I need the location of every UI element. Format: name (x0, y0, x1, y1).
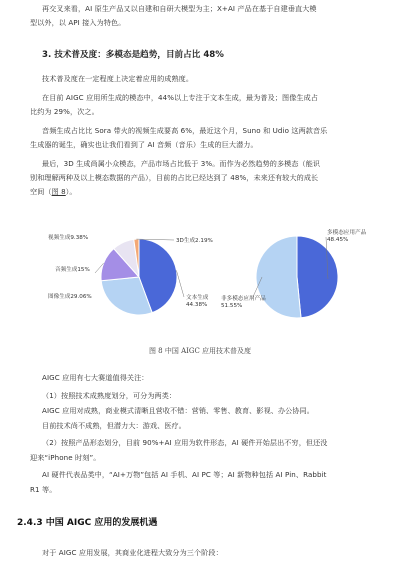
pie-slice-1-1 (256, 236, 301, 318)
paragraph-line: 技术普及度在一定程度上决定着应用的成熟度。 (42, 74, 194, 83)
paragraph-line: 对于 AIGC 应用发展，其商业化进程大致分为三个阶段： (42, 548, 223, 557)
pie-label-0-1: 图像生成29.06% (48, 294, 92, 300)
paragraph-line: AI 硬件代表品类中，“AI+万物”包括 AI 手机、AI PC 等；AI 新物种包括 AI Pin、Rabbit (42, 470, 327, 479)
paragraph-line: 最后，3D 生成尚属小众模态，产品市场占比低于 3%。而作为必然趋势的多模态（能识 (42, 159, 321, 168)
pie-label-1-1: 非多模态应用产品 51.55% (221, 296, 266, 309)
paragraph-line: （1）按照技术成熟度划分，可分为两类： (42, 391, 177, 400)
paragraph-line: 再交叉来看，AI 原生产品又以自建和自研大模型为主；X+AI 产品在基于自建垂直大模 (42, 4, 317, 13)
pie-label-0-2: 音频生成15% (55, 267, 90, 273)
leader-line (176, 270, 184, 297)
modality-share-pie (101, 239, 177, 315)
text: 空间（ (30, 187, 52, 196)
figure-8-charts (0, 213, 400, 343)
pie-label-0-3: 视频生成9.38% (48, 235, 89, 241)
paragraph-line: 比约为 29%，次之。 (30, 107, 99, 116)
paragraph-line: AIGC 应用对成熟，商业模式清晰且营收不错：营销、零售、教育、影视、办公协同。 (42, 406, 314, 415)
paragraph-line (30, 186, 376, 197)
section-heading: 3. 技术普及度：多模态是趋势，目前占比 48% (42, 50, 224, 60)
paragraph-line: （2）按照产品形态划分，目前 90%+AI 应用为软件形态，AI 硬件开始层出不穷，但还没 (42, 438, 328, 447)
paragraph-line: R1 等。 (30, 485, 57, 494)
figure-caption: 图 8 中国 AIGC 应用技术普及度 (148, 347, 252, 355)
paragraph-line: 别和理解两种及以上模态数据的产品），目前的占比已经达到了 48%，未来还有较大的成长 (30, 173, 319, 182)
figure-link[interactable]: 图 8 (51, 187, 66, 196)
paragraph-line: AIGC 应用有七大赛道值得关注： (42, 373, 149, 382)
pie-slice-1-0 (297, 236, 338, 318)
section-heading: 2.4.3 中国 AIGC 应用的发展机遇 (17, 518, 158, 528)
paragraph-line: 型以外，以 API 接入为特色。 (30, 18, 126, 27)
pie-label-0-4: 3D生成2.19% (176, 238, 213, 244)
pie-label-1-0: 多模态应用产品 48.45% (327, 230, 367, 243)
paragraph-line: 生成器的诞生，确实也让我们看到了 AI 音频（音乐）生成的巨大潜力。 (30, 140, 258, 149)
paragraph-line: 目前技术尚不成熟，但潜力大：游戏、医疗。 (42, 421, 186, 430)
paragraph-line: 音频生成占比比 Sora 带火的视频生成要高 6%，最近这个月，Suno 和 Udio 这两款音乐 (42, 126, 328, 135)
paragraph-line: 在目前 AIGC 应用所生成的模态中，44%以上专注于文本生成，最为普及；图像生成占 (42, 93, 318, 102)
paragraph-line: 迎来“iPhone 时刻”。 (30, 453, 101, 462)
text: ）。 (65, 187, 77, 196)
multimodal-share-pie (256, 236, 338, 318)
pie-label-0-0: 文本生成 44.38% (186, 295, 209, 308)
